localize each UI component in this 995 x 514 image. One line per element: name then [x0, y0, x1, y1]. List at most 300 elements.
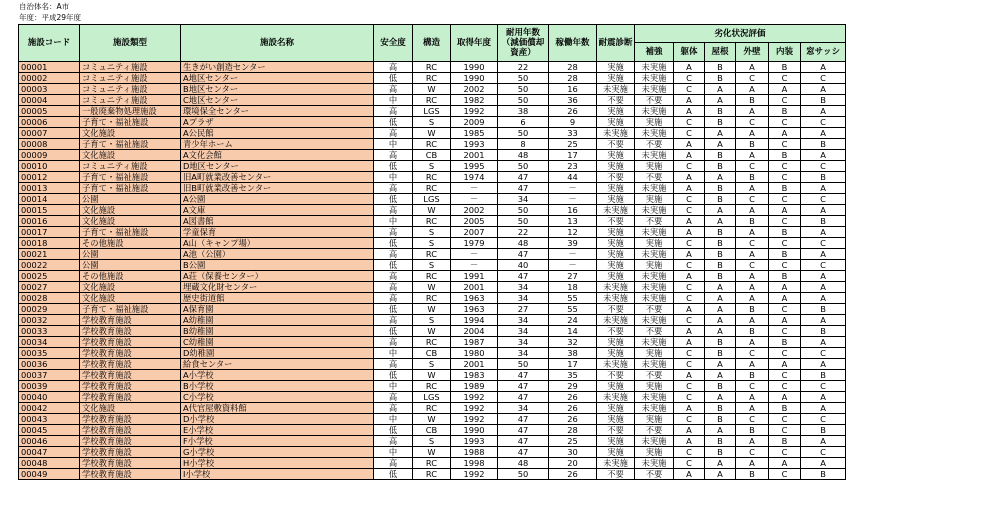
table-row	[19, 95, 846, 106]
cell-year: 1988	[451, 447, 498, 458]
cell-interior: C	[769, 194, 801, 205]
cell-structure: S	[413, 436, 451, 447]
cell-interior: C	[769, 260, 801, 271]
cell-sash: B	[801, 370, 846, 381]
cell-reinforce: 未実施	[635, 128, 674, 139]
cell-safety: 低	[374, 117, 413, 128]
cell-type: 文化施設	[80, 293, 181, 304]
cell-sash: C	[801, 73, 846, 84]
cell-roof: A	[705, 458, 736, 469]
cell-structure: RC	[413, 139, 451, 150]
cell-code: 00001	[19, 62, 80, 73]
header-structure: 構造	[413, 25, 451, 62]
cell-code: 00048	[19, 458, 80, 469]
cell-sash: B	[801, 469, 846, 480]
cell-sash: A	[801, 227, 846, 238]
cell-body: C	[674, 315, 705, 326]
cell-code: 00027	[19, 282, 80, 293]
cell-name: 環境保全センター	[181, 106, 374, 117]
cell-lifespan: 27	[498, 304, 549, 315]
table-row	[19, 260, 846, 271]
cell-type: 学校教育施設	[80, 447, 181, 458]
cell-year: 2004	[451, 326, 498, 337]
municipality-label: 自治体名：A市	[19, 2, 70, 11]
cell-sash: A	[801, 458, 846, 469]
cell-body: A	[674, 62, 705, 73]
cell-roof: A	[705, 359, 736, 370]
cell-year: 1963	[451, 293, 498, 304]
cell-type: その他施設	[80, 238, 181, 249]
cell-lifespan: 47	[498, 447, 549, 458]
table-row	[19, 315, 846, 326]
cell-sash: A	[801, 150, 846, 161]
header-exterior: 外壁	[736, 43, 769, 62]
cell-year: 1992	[451, 414, 498, 425]
cell-name: A池（公園）	[181, 249, 374, 260]
cell-lifespan: 47	[498, 172, 549, 183]
cell-operating: 26	[549, 392, 597, 403]
cell-seismic: 実施	[597, 117, 635, 128]
cell-exterior: A	[736, 458, 769, 469]
cell-type: 文化施設	[80, 216, 181, 227]
table-row	[19, 216, 846, 227]
cell-code: 00029	[19, 304, 80, 315]
cell-year: 1987	[451, 337, 498, 348]
cell-roof: B	[705, 337, 736, 348]
cell-safety: 低	[374, 469, 413, 480]
cell-reinforce: 実施	[635, 117, 674, 128]
cell-sash: C	[801, 260, 846, 271]
cell-roof: B	[705, 73, 736, 84]
table-row	[19, 359, 846, 370]
cell-name: Aプラザ	[181, 117, 374, 128]
cell-year: 1993	[451, 139, 498, 150]
cell-name: 生きがい創造センター	[181, 62, 374, 73]
cell-year: 2005	[451, 216, 498, 227]
cell-exterior: B	[736, 370, 769, 381]
cell-body: A	[674, 183, 705, 194]
cell-reinforce: 実施	[635, 194, 674, 205]
cell-reinforce: 実施	[635, 161, 674, 172]
cell-body: C	[674, 293, 705, 304]
cell-exterior: C	[736, 161, 769, 172]
cell-body: C	[674, 392, 705, 403]
cell-year: 1963	[451, 304, 498, 315]
cell-name: A図書館	[181, 216, 374, 227]
cell-safety: 低	[374, 161, 413, 172]
cell-body: A	[674, 436, 705, 447]
cell-exterior: B	[736, 172, 769, 183]
cell-body: C	[674, 117, 705, 128]
cell-code: 00039	[19, 381, 80, 392]
cell-sash: B	[801, 304, 846, 315]
cell-lifespan: 50	[498, 161, 549, 172]
cell-interior: C	[769, 370, 801, 381]
cell-structure: W	[413, 282, 451, 293]
cell-sash: B	[801, 326, 846, 337]
cell-safety: 高	[374, 271, 413, 282]
cell-structure: S	[413, 227, 451, 238]
cell-lifespan: 6	[498, 117, 549, 128]
cell-operating: 26	[549, 106, 597, 117]
cell-safety: 高	[374, 359, 413, 370]
cell-seismic: 実施	[597, 381, 635, 392]
cell-roof: B	[705, 194, 736, 205]
cell-sash: A	[801, 183, 846, 194]
cell-operating: 20	[549, 458, 597, 469]
cell-safety: 高	[374, 106, 413, 117]
table-row	[19, 271, 846, 282]
cell-body: C	[674, 282, 705, 293]
cell-lifespan: 34	[498, 337, 549, 348]
cell-safety: 高	[374, 282, 413, 293]
cell-code: 00037	[19, 370, 80, 381]
cell-type: 学校教育施設	[80, 381, 181, 392]
cell-sash: B	[801, 139, 846, 150]
cell-structure: W	[413, 370, 451, 381]
cell-seismic: 未実施	[597, 293, 635, 304]
table-row	[19, 205, 846, 216]
cell-sash: B	[801, 172, 846, 183]
cell-body: C	[674, 458, 705, 469]
cell-body: C	[674, 260, 705, 271]
cell-sash: C	[801, 194, 846, 205]
cell-roof: B	[705, 249, 736, 260]
cell-interior: A	[769, 293, 801, 304]
cell-seismic: 未実施	[597, 315, 635, 326]
cell-roof: A	[705, 425, 736, 436]
cell-operating: 17	[549, 359, 597, 370]
cell-sash: A	[801, 293, 846, 304]
cell-roof: A	[705, 172, 736, 183]
cell-sash: C	[801, 447, 846, 458]
cell-code: 00046	[19, 436, 80, 447]
cell-exterior: A	[736, 128, 769, 139]
cell-safety: 高	[374, 128, 413, 139]
cell-type: 一般廃棄物処理施設	[80, 106, 181, 117]
cell-body: A	[674, 139, 705, 150]
cell-year: 2001	[451, 282, 498, 293]
cell-roof: A	[705, 139, 736, 150]
cell-structure: LGS	[413, 194, 451, 205]
cell-year: 1998	[451, 458, 498, 469]
cell-exterior: C	[736, 238, 769, 249]
cell-interior: B	[769, 227, 801, 238]
cell-sash: A	[801, 106, 846, 117]
table-header	[19, 25, 846, 62]
cell-name: C小学校	[181, 392, 374, 403]
cell-year: 2001	[451, 359, 498, 370]
cell-body: C	[674, 194, 705, 205]
cell-structure: RC	[413, 403, 451, 414]
cell-operating: 36	[549, 95, 597, 106]
cell-reinforce: 不要	[635, 425, 674, 436]
cell-operating: 33	[549, 128, 597, 139]
cell-name: E小学校	[181, 425, 374, 436]
cell-interior: A	[769, 128, 801, 139]
cell-operating: 16	[549, 205, 597, 216]
cell-reinforce: 不要	[635, 95, 674, 106]
cell-lifespan: 34	[498, 326, 549, 337]
cell-lifespan: 40	[498, 260, 549, 271]
cell-name: B地区センター	[181, 84, 374, 95]
cell-interior: B	[769, 249, 801, 260]
header-sash: 窓サッシ	[801, 43, 846, 62]
cell-exterior: A	[736, 282, 769, 293]
cell-seismic: 実施	[597, 260, 635, 271]
cell-operating: －	[549, 194, 597, 205]
cell-sash: C	[801, 161, 846, 172]
cell-sash: B	[801, 95, 846, 106]
cell-roof: A	[705, 469, 736, 480]
cell-body: A	[674, 425, 705, 436]
cell-year: 1990	[451, 425, 498, 436]
cell-type: 学校教育施設	[80, 337, 181, 348]
cell-roof: B	[705, 436, 736, 447]
cell-reinforce: 未実施	[635, 282, 674, 293]
cell-year: 1993	[451, 436, 498, 447]
fiscal-year-label: 年度：平成29年度	[19, 13, 82, 22]
cell-structure: RC	[413, 62, 451, 73]
cell-exterior: A	[736, 392, 769, 403]
cell-structure: S	[413, 238, 451, 249]
facility-table	[18, 24, 846, 480]
cell-name: D幼稚園	[181, 348, 374, 359]
cell-year: 1994	[451, 315, 498, 326]
cell-type: 子育て・福祉施設	[80, 304, 181, 315]
cell-exterior: A	[736, 337, 769, 348]
cell-lifespan: 50	[498, 84, 549, 95]
cell-interior: C	[769, 447, 801, 458]
cell-type: コミュニティ施設	[80, 62, 181, 73]
cell-name: 給食センター	[181, 359, 374, 370]
cell-roof: A	[705, 293, 736, 304]
cell-interior: C	[769, 139, 801, 150]
cell-year: 1983	[451, 370, 498, 381]
cell-code: 00049	[19, 469, 80, 480]
cell-name: I小学校	[181, 469, 374, 480]
cell-lifespan: 34	[498, 315, 549, 326]
cell-code: 00005	[19, 106, 80, 117]
cell-safety: 高	[374, 403, 413, 414]
cell-body: C	[674, 238, 705, 249]
cell-lifespan: 48	[498, 150, 549, 161]
cell-type: 学校教育施設	[80, 359, 181, 370]
cell-year: 1990	[451, 62, 498, 73]
cell-interior: B	[769, 62, 801, 73]
cell-name: H小学校	[181, 458, 374, 469]
cell-year: 2002	[451, 84, 498, 95]
cell-lifespan: 34	[498, 282, 549, 293]
header-interior: 内装	[769, 43, 801, 62]
cell-exterior: A	[736, 403, 769, 414]
cell-year: 1992	[451, 469, 498, 480]
cell-name: A地区センター	[181, 73, 374, 84]
cell-type: その他施設	[80, 271, 181, 282]
cell-operating: 44	[549, 172, 597, 183]
cell-interior: C	[769, 304, 801, 315]
cell-name: 埋蔵文化財センター	[181, 282, 374, 293]
cell-body: A	[674, 370, 705, 381]
cell-lifespan: 34	[498, 293, 549, 304]
cell-body: A	[674, 95, 705, 106]
cell-safety: 中	[374, 381, 413, 392]
cell-interior: B	[769, 271, 801, 282]
cell-seismic: 不要	[597, 370, 635, 381]
cell-code: 00002	[19, 73, 80, 84]
cell-sash: C	[801, 348, 846, 359]
cell-type: 公園	[80, 260, 181, 271]
table-row	[19, 282, 846, 293]
cell-reinforce: 未実施	[635, 205, 674, 216]
cell-roof: B	[705, 150, 736, 161]
cell-body: C	[674, 359, 705, 370]
cell-roof: A	[705, 84, 736, 95]
cell-name: 青少年ホーム	[181, 139, 374, 150]
cell-lifespan: 50	[498, 73, 549, 84]
cell-interior: C	[769, 425, 801, 436]
cell-seismic: 実施	[597, 436, 635, 447]
cell-exterior: C	[736, 117, 769, 128]
cell-type: コミュニティ施設	[80, 73, 181, 84]
cell-lifespan: 38	[498, 106, 549, 117]
cell-operating: 32	[549, 337, 597, 348]
cell-reinforce: 未実施	[635, 403, 674, 414]
cell-code: 00040	[19, 392, 80, 403]
cell-name: B小学校	[181, 381, 374, 392]
cell-seismic: 実施	[597, 249, 635, 260]
cell-type: 文化施設	[80, 282, 181, 293]
cell-lifespan: 47	[498, 183, 549, 194]
table-row	[19, 337, 846, 348]
table-row	[19, 392, 846, 403]
cell-roof: B	[705, 183, 736, 194]
cell-year: 1985	[451, 128, 498, 139]
cell-structure: RC	[413, 249, 451, 260]
cell-roof: B	[705, 161, 736, 172]
cell-code: 00042	[19, 403, 80, 414]
cell-name: D小学校	[181, 414, 374, 425]
cell-roof: A	[705, 315, 736, 326]
cell-operating: 29	[549, 381, 597, 392]
cell-reinforce: 実施	[635, 447, 674, 458]
cell-structure: RC	[413, 458, 451, 469]
header-reinforce: 補強	[635, 43, 674, 62]
cell-operating: 30	[549, 447, 597, 458]
cell-operating: －	[549, 183, 597, 194]
cell-safety: 高	[374, 249, 413, 260]
table-row	[19, 172, 846, 183]
cell-operating: 14	[549, 326, 597, 337]
cell-seismic: 実施	[597, 150, 635, 161]
cell-exterior: B	[736, 425, 769, 436]
cell-seismic: 実施	[597, 227, 635, 238]
cell-structure: RC	[413, 293, 451, 304]
cell-type: 文化施設	[80, 150, 181, 161]
cell-reinforce: 未実施	[635, 106, 674, 117]
cell-interior: B	[769, 403, 801, 414]
cell-interior: A	[769, 315, 801, 326]
cell-reinforce: 未実施	[635, 73, 674, 84]
cell-interior: A	[769, 359, 801, 370]
cell-roof: B	[705, 62, 736, 73]
cell-name: A文庫	[181, 205, 374, 216]
cell-seismic: 不要	[597, 172, 635, 183]
cell-code: 00033	[19, 326, 80, 337]
cell-exterior: B	[736, 326, 769, 337]
cell-exterior: A	[736, 150, 769, 161]
cell-lifespan: 50	[498, 205, 549, 216]
cell-interior: A	[769, 458, 801, 469]
cell-year: 2007	[451, 227, 498, 238]
cell-reinforce: 実施	[635, 238, 674, 249]
cell-body: A	[674, 403, 705, 414]
cell-structure: W	[413, 414, 451, 425]
cell-interior: C	[769, 216, 801, 227]
cell-exterior: C	[736, 348, 769, 359]
cell-seismic: 未実施	[597, 458, 635, 469]
cell-operating: 28	[549, 425, 597, 436]
cell-type: 子育て・福祉施設	[80, 172, 181, 183]
cell-name: F小学校	[181, 436, 374, 447]
cell-interior: A	[769, 392, 801, 403]
cell-exterior: A	[736, 62, 769, 73]
table-row	[19, 117, 846, 128]
cell-safety: 低	[374, 73, 413, 84]
cell-roof: B	[705, 447, 736, 458]
cell-body: C	[674, 128, 705, 139]
cell-interior: B	[769, 337, 801, 348]
cell-sash: A	[801, 62, 846, 73]
cell-lifespan: 47	[498, 249, 549, 260]
cell-name: 旧B町就業改善センター	[181, 183, 374, 194]
cell-type: 公園	[80, 194, 181, 205]
cell-type: 学校教育施設	[80, 436, 181, 447]
cell-interior: A	[769, 205, 801, 216]
cell-operating: 28	[549, 73, 597, 84]
cell-code: 00015	[19, 205, 80, 216]
header-safety: 安全度	[374, 25, 413, 62]
header-operating: 稼働年数	[549, 25, 597, 62]
cell-body: A	[674, 304, 705, 315]
cell-reinforce: 不要	[635, 469, 674, 480]
cell-body: C	[674, 84, 705, 95]
cell-code: 00013	[19, 183, 80, 194]
cell-operating: 16	[549, 84, 597, 95]
table-row	[19, 62, 846, 73]
cell-exterior: C	[736, 414, 769, 425]
cell-lifespan: 22	[498, 62, 549, 73]
cell-lifespan: 34	[498, 348, 549, 359]
header-year: 取得年度	[451, 25, 498, 62]
cell-body: A	[674, 150, 705, 161]
cell-exterior: A	[736, 271, 769, 282]
cell-interior: C	[769, 73, 801, 84]
cell-type: 子育て・福祉施設	[80, 183, 181, 194]
cell-operating: 12	[549, 227, 597, 238]
cell-seismic: 未実施	[597, 205, 635, 216]
cell-seismic: 実施	[597, 183, 635, 194]
cell-roof: A	[705, 392, 736, 403]
table-row	[19, 326, 846, 337]
cell-seismic: 実施	[597, 414, 635, 425]
header-type: 施設類型	[80, 25, 181, 62]
cell-safety: 高	[374, 183, 413, 194]
cell-operating: 17	[549, 150, 597, 161]
cell-type: 学校教育施設	[80, 392, 181, 403]
cell-body: A	[674, 106, 705, 117]
cell-name: A荘（保養センター）	[181, 271, 374, 282]
